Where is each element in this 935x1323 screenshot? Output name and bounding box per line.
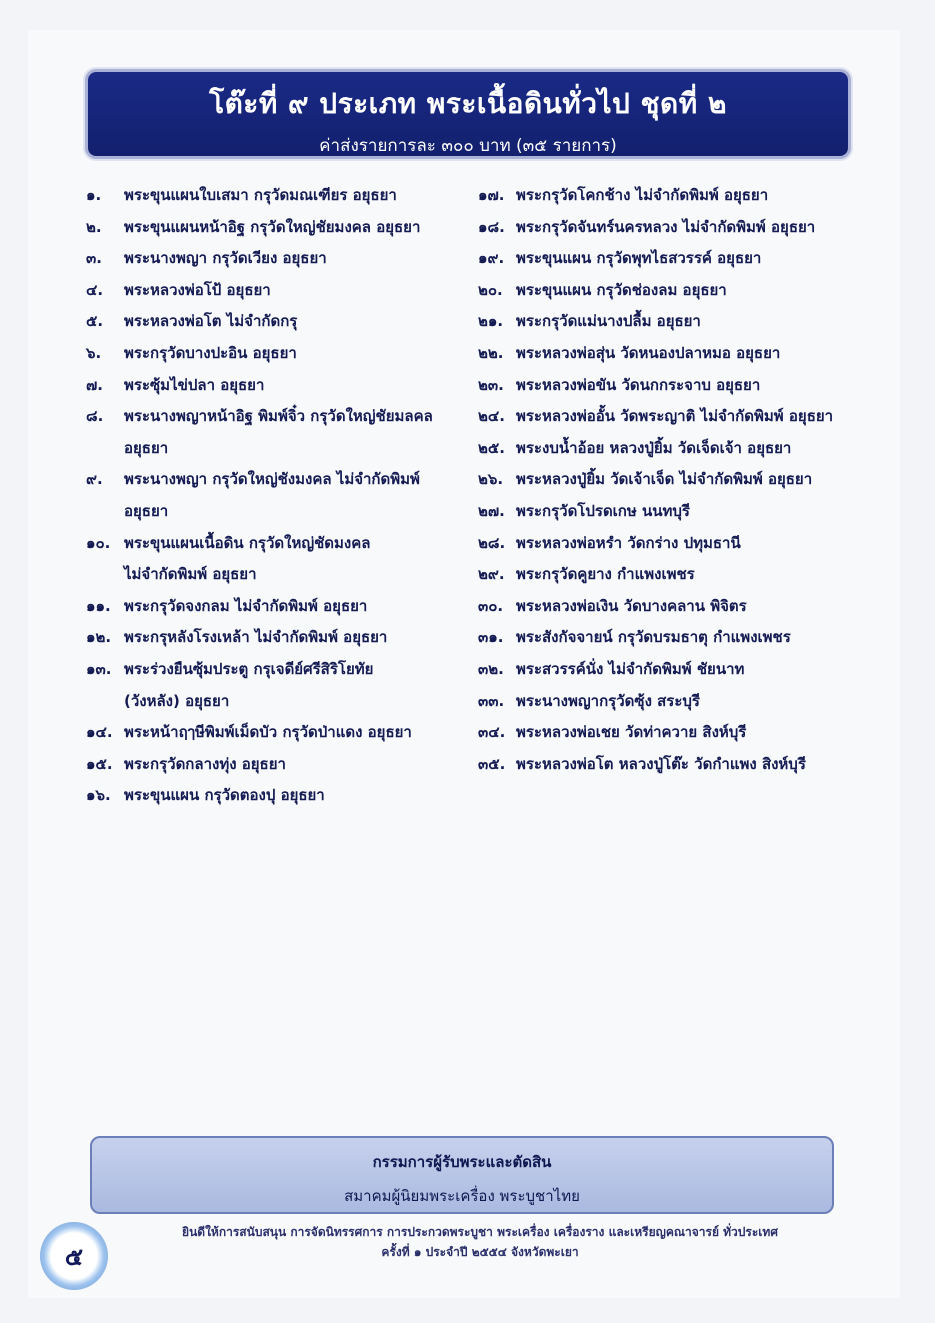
item-text-continued: ไม่จำกัดพิมพ์ อยุธยา — [124, 565, 257, 584]
item-text-continued: (วังหลัง) อยุธยา — [124, 691, 230, 710]
item-text: พระกรุวัดคูยาง กำแพงเพชร — [516, 565, 695, 584]
item-text: พระหลวงพ่อโต หลวงปู่โต๊ะ วัดกำแพง สิงห์บุรี — [516, 754, 806, 773]
item-number: ๘. — [86, 407, 104, 426]
item-number: ๑๕. — [86, 754, 113, 773]
support-note: ยินดีให้การสนับสนุน การจัดนิทรรศการ การประกวดพระบูชา พระเครื่อง เครื่องราง และเหรียญคณาจารย์ ทั่วประเทศ — [182, 1225, 778, 1239]
item-number: ๓๕. — [478, 754, 506, 773]
list-item — [478, 180, 878, 212]
item-number: ๒๖. — [478, 470, 504, 489]
item-text: พระหลวงพ่อขัน วัดนกกระจาบ อยุธยา — [516, 375, 761, 394]
item-text: พระหลวงปู่ยิ้ม วัดเจ้าเจ็ด ไม่จำกัดพิมพ์ อยุธยา — [516, 470, 813, 489]
list-item — [86, 749, 466, 781]
item-text: พระซุ้มไข่ปลา อยุธยา — [124, 375, 265, 394]
item-list-right — [478, 180, 878, 780]
item-text: พระนางพญา กรุวัดใหญ่ชังมงคล ไม่จำกัดพิมพ์ — [124, 470, 420, 489]
list-item — [86, 780, 466, 812]
list-item-continuation — [86, 686, 466, 718]
item-number: ๓๑. — [478, 628, 504, 647]
item-number: ๑๖. — [86, 786, 111, 805]
list-item — [86, 528, 466, 560]
item-number: ๑๘. — [478, 217, 505, 236]
list-item — [86, 306, 466, 338]
item-text: พระกรุวัดกลางทุ่ง อยุธยา — [124, 754, 286, 773]
list-item — [478, 338, 878, 370]
item-number: ๓๒. — [478, 659, 504, 678]
item-text: พระหลวงพ่อเงิน วัดบางคลาน พิจิตร — [516, 596, 747, 615]
item-number: ๑๙. — [478, 249, 505, 268]
item-text: พระขุนแผนหน้าอิฐ กรุวัดใหญ่ชัยมงคล อยุธยา — [124, 217, 421, 236]
item-number: ๓. — [86, 249, 102, 268]
list-item — [478, 622, 878, 654]
item-text-continued: อยุธยา — [124, 501, 169, 520]
item-text: พระหลวงพ่อสุ่น วัดหนองปลาหมอ อยุธยา — [516, 343, 781, 362]
item-text: พระขุนแผนเนื้อดิน กรุวัดใหญ่ชัดมงคล — [124, 533, 371, 552]
item-text: พระสังกัจจายน์ กรุวัดบรมธาตุ กำแพงเพชร — [516, 628, 791, 647]
item-text: พระกรุหลังโรงเหล้า ไม่จำกัดพิมพ์ อยุธยา — [124, 628, 388, 647]
list-item — [478, 717, 878, 749]
item-number: ๒๕. — [478, 438, 505, 457]
list-item — [86, 338, 466, 370]
item-number: ๒๘. — [478, 533, 506, 552]
item-text: พระหลวงพ่อเชย วัดท่าควาย สิงห์บุรี — [516, 723, 747, 742]
item-text: พระกรุวัดแม่นางปลื้ม อยุธยา — [516, 312, 701, 331]
list-item-continuation — [86, 559, 466, 591]
item-text: พระขุนแผน กรุวัดช่องลม อยุธยา — [516, 280, 727, 299]
item-number: ๒๙. — [478, 565, 505, 584]
item-number: ๑๑. — [86, 596, 111, 615]
item-number: ๒. — [86, 217, 102, 236]
item-text: พระหลวงพ่อโต ไม่จำกัดกรุ — [124, 312, 298, 331]
list-item — [478, 433, 878, 465]
item-number: ๓๔. — [478, 723, 506, 742]
item-number: ๑๔. — [86, 723, 113, 742]
item-text: พระกรุวัดบางปะอิน อยุธยา — [124, 343, 297, 362]
item-text: พระนางพญาหน้าอิฐ พิมพ์จิ๋ว กรุวัดใหญ่ชัยมลคล — [124, 407, 433, 426]
event-note: ครั้งที่ ๑ ประจำปี ๒๕๕๔ จังหวัดพะเยา — [381, 1245, 579, 1259]
item-text: พระขุนแผนใบเสมา กรุวัดมณเฑียร อยุธยา — [124, 186, 397, 204]
judges-info-box — [90, 1136, 834, 1214]
item-number: ๒๔. — [478, 407, 505, 426]
list-item — [478, 306, 878, 338]
list-item-continuation — [86, 496, 466, 528]
item-number: ๕. — [86, 312, 104, 331]
item-text: พระหลวงพ่อโป้ อยุธยา — [124, 280, 271, 299]
list-item — [86, 212, 466, 244]
item-text: พระกรุวัดโปรดเกษ นนทบุรี — [516, 501, 690, 520]
list-item — [86, 243, 466, 275]
item-text: พระกรุวัดโคกช้าง ไม่จำกัดพิมพ์ อยุธยา — [516, 186, 769, 204]
association-name: สมาคมผู้นิยมพระเครื่อง พระบูชาไทย — [344, 1187, 580, 1205]
list-item — [478, 496, 878, 528]
item-text: พระขุนแผน กรุวัดตองปุ อยุธยา — [124, 786, 325, 805]
judges-title: กรรมการผู้รับพระและตัดสิน — [372, 1153, 552, 1171]
item-text: พระนางพญากรุวัดซุ้ง สระบุรี — [516, 691, 700, 710]
page-title: โต๊ะที่ ๙ ประเภท พระเนื้อดินทั่วไป ชุดที่ ๒ — [209, 87, 727, 120]
item-list-left — [86, 180, 466, 812]
list-item — [478, 749, 878, 781]
item-number: ๓๐. — [478, 596, 504, 615]
item-number: ๓๓. — [478, 691, 505, 710]
list-item-continuation — [86, 433, 466, 465]
item-text-continued: อยุธยา — [124, 438, 169, 457]
item-number: ๑๒. — [86, 628, 112, 647]
list-item — [86, 591, 466, 623]
item-number: ๙. — [86, 470, 103, 489]
item-number: ๔. — [86, 280, 104, 299]
list-item — [478, 275, 878, 307]
item-text: พระหลวงพ่อหรำ วัดกร่าง ปทุมธานี — [516, 533, 741, 552]
item-number: ๑๓. — [86, 659, 112, 678]
page-number-badge — [40, 1222, 108, 1290]
item-text: พระหน้าฤๅษีพิมพ์เม็ดบัว กรุวัดป่าแดง อยุธยา — [124, 723, 412, 742]
list-item — [478, 401, 878, 433]
item-text: พระกรุวัดจันทร์นครหลวง ไม่จำกัดพิมพ์ อยุธยา — [516, 217, 816, 236]
list-item — [478, 591, 878, 623]
item-number: ๒๑. — [478, 312, 504, 331]
list-item — [86, 654, 466, 686]
item-text: พระหลวงพ่ออั้น วัดพระญาติ ไม่จำกัดพิมพ์ อยุธยา — [516, 407, 834, 426]
item-number: ๒๒. — [478, 343, 504, 362]
list-item — [86, 401, 466, 433]
item-text: พระงบน้ำอ้อย หลวงปู่ยิ้ม วัดเจ็ดเจ้า อยุธยา — [516, 438, 792, 457]
table-header-banner — [88, 72, 848, 156]
item-number: ๑๗. — [478, 186, 505, 204]
item-number: ๖. — [86, 343, 102, 362]
list-item — [86, 717, 466, 749]
page-subtitle: ค่าส่งรายการละ ๓๐๐ บาท (๓๕ รายการ) — [319, 136, 617, 156]
item-number: ๒๗. — [478, 501, 505, 520]
item-number: ๒๐. — [478, 280, 503, 299]
item-number: ๒๓. — [478, 375, 504, 394]
list-item — [478, 464, 878, 496]
list-item — [478, 528, 878, 560]
item-number: ๗. — [86, 375, 103, 394]
list-item — [86, 180, 466, 212]
item-text: พระร่วงยืนซุ้มประตู กรุเจดีย์ศรีสิริโยทัย — [124, 659, 374, 678]
list-item — [86, 370, 466, 402]
page-number: ๕ — [64, 1242, 84, 1271]
list-item — [478, 243, 878, 275]
list-item — [86, 275, 466, 307]
list-item — [478, 654, 878, 686]
list-item — [86, 622, 466, 654]
list-item — [478, 559, 878, 591]
list-item — [478, 212, 878, 244]
item-text: พระขุนแผน กรุวัดพุทไธสวรรค์ อยุธยา — [516, 249, 762, 268]
item-text: พระนางพญา กรุวัดเวียง อยุธยา — [124, 249, 327, 268]
item-number: ๑๐. — [86, 533, 111, 552]
item-text: พระกรุวัดจงกลม ไม่จำกัดพิมพ์ อยุธยา — [124, 596, 368, 615]
list-item — [478, 370, 878, 402]
item-number: ๑. — [86, 186, 102, 204]
list-item — [478, 686, 878, 718]
list-item — [86, 464, 466, 496]
item-text: พระสวรรค์นั่ง ไม่จำกัดพิมพ์ ชัยนาท — [516, 659, 745, 678]
